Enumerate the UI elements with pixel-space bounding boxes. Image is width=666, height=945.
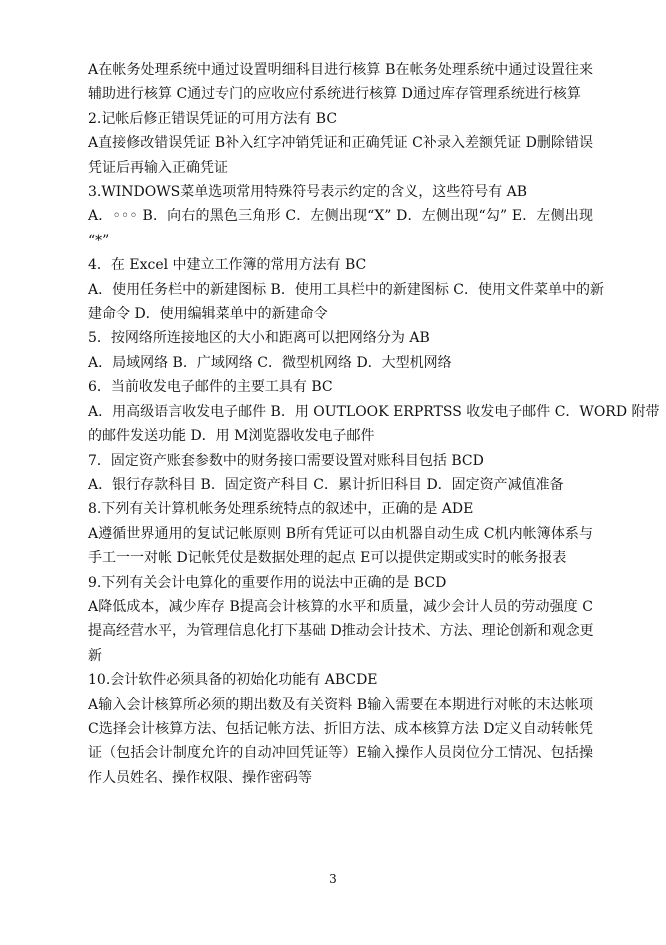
text-line: 10.会计软件必须具备的初始化功能有 ABCDE bbox=[88, 672, 378, 689]
text-line: 2.记帐后修正错误凭证的可用方法有 BC bbox=[88, 110, 338, 127]
text-line: A输入会计核算所必须的期出数及有关资料 B输入需要在本期进行对帐的末达帐项 bbox=[88, 696, 593, 713]
text-line: A．使用任务栏中的新建图标 B．使用工具栏中的新建图标 C．使用文件菜单中的新 bbox=[88, 281, 605, 298]
text-line: 建命令 D．使用编辑菜单中的新建命令 bbox=[88, 306, 328, 323]
text-line: 8.下列有关计算机帐务处理系统特点的叙述中，正确的是 ADE bbox=[88, 501, 474, 518]
page-number: 3 bbox=[329, 872, 337, 886]
text-line: 4．在 Excel 中建立工作簿的常用方法有 BC bbox=[88, 257, 367, 274]
text-line: A降低成本，减少库存 B提高会计核算的水平和质量，减少会计人员的劳动强度 C bbox=[88, 598, 593, 615]
text-line: 5．按网络所连接地区的大小和距离可以把网络分为 AB bbox=[88, 330, 430, 347]
text-lines bbox=[88, 58, 660, 790]
text-line: A直接修改错误凭证 B补入红字冲销凭证和正确凭证 C补录入差额凭证 D删除错误 bbox=[88, 135, 593, 152]
document-body bbox=[88, 58, 660, 790]
text-line: 9.下列有关会计电算化的重要作用的说法中正确的是 BCD bbox=[88, 574, 447, 591]
text-line: 凭证后再输入正确凭证 bbox=[88, 159, 228, 176]
text-line: 作人员姓名、操作权限、操作密码等 bbox=[88, 769, 312, 786]
text-line: 3.WINDOWS菜单选项常用特殊符号表示约定的含义，这些符号有 AB bbox=[88, 184, 528, 201]
text-line: 新 bbox=[88, 647, 102, 664]
text-line: 6．当前收发电子邮件的主要工具有 BC bbox=[88, 379, 333, 396]
text-line: 提高经营水平，为管理信息化打下基础 D推动会计技术、方法、理论创新和观念更 bbox=[88, 623, 594, 640]
text-line: 证（包括会计制度允许的自动冲回凭证等）E输入操作人员岗位分工情况、包括操 bbox=[88, 745, 593, 762]
text-line: 7．固定资产账套参数中的财务接口需要设置对账科目包括 BCD bbox=[88, 452, 484, 469]
text-line: 手工一一对帐 D记帐凭仗是数据处理的起点 E可以提供定期或实时的帐务报表 bbox=[88, 550, 567, 567]
text-line: A．银行存款科目 B．固定资产科目 C．累计折旧科目 D．固定资产减值准备 bbox=[88, 476, 564, 493]
text-line: A．◦◦◦ B．向右的黑色三角形 C．左侧出现“X” D．左侧出现“勾” E．左侧出现 bbox=[88, 208, 593, 225]
text-line: A．用高级语言收发电子邮件 B．用 OUTLOOK ERPRTSS 收发电子邮件 C．WORD 附带 bbox=[88, 403, 660, 420]
text-line: 辅助进行核算 C通过专门的应收应付系统进行核算 D通过库存管理系统进行核算 bbox=[88, 86, 581, 103]
text-line: A遵循世界通用的复试记帐原则 B所有凭证可以由机器自动生成 C机内帐簿体系与 bbox=[88, 525, 593, 542]
text-line: “*” bbox=[88, 232, 110, 249]
text-line: A在帐务处理系统中通过设置明细科目进行核算 B在帐务处理系统中通过设置往来 bbox=[88, 62, 593, 78]
text-line: 的邮件发送功能 D．用 M浏览器收发电子邮件 bbox=[88, 428, 375, 445]
text-line: A．局域网络 B．广域网络 C．微型机网络 D．大型机网络 bbox=[88, 354, 452, 371]
text-line: C选择会计核算方法、包括记帐方法、折旧方法、成本核算方法 D定义自动转帐凭 bbox=[88, 720, 593, 737]
